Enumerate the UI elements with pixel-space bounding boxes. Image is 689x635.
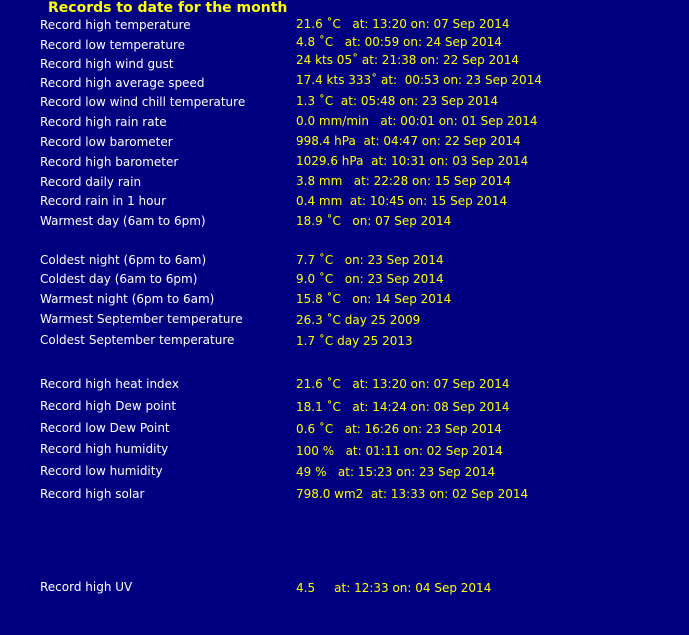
- record-value: 18.1 ˚C at: 14:24 on: 08 Sep 2014: [296, 400, 510, 414]
- record-value: 1.3 ˚C at: 05:48 on: 23 Sep 2014: [296, 94, 499, 108]
- record-label: Warmest night (6pm to 6am): [40, 292, 215, 306]
- record-value: 998.4 hPa at: 04:47 on: 22 Sep 2014: [296, 134, 521, 148]
- record-label: Record high barometer: [40, 155, 179, 169]
- record-value: 4.8 ˚C at: 00:59 on: 24 Sep 2014: [296, 35, 502, 49]
- record-value: 17.4 kts 333˚ at: 00:53 on: 23 Sep 2014: [296, 73, 542, 87]
- page-title: Records to date for the month: [48, 0, 288, 16]
- record-value: 18.9 ˚C on: 07 Sep 2014: [296, 214, 452, 228]
- record-label: Warmest day (6am to 6pm): [40, 214, 206, 228]
- record-value: 3.8 mm at: 22:28 on: 15 Sep 2014: [296, 174, 511, 188]
- record-label: Record high heat index: [40, 377, 179, 391]
- record-value: 15.8 ˚C on: 14 Sep 2014: [296, 292, 452, 306]
- record-label: Record high humidity: [40, 442, 169, 456]
- record-label: Record low Dew Point: [40, 421, 170, 435]
- record-label: Record daily rain: [40, 175, 142, 189]
- record-label: Record low humidity: [40, 464, 163, 478]
- record-value: 1.7 ˚C day 25 2013: [296, 334, 413, 348]
- record-label: Record high average speed: [40, 76, 205, 90]
- record-label: Record low barometer: [40, 135, 173, 149]
- record-value: 0.0 mm/min at: 00:01 on: 01 Sep 2014: [296, 114, 538, 128]
- record-label: Record rain in 1 hour: [40, 194, 167, 208]
- record-label: Record high wind gust: [40, 57, 174, 71]
- record-value: 26.3 ˚C day 25 2009: [296, 313, 421, 327]
- record-value: 9.0 ˚C on: 23 Sep 2014: [296, 272, 444, 286]
- record-value: 4.5 at: 12:33 on: 04 Sep 2014: [296, 581, 492, 595]
- record-value: 1029.6 hPa at: 10:31 on: 03 Sep 2014: [296, 154, 529, 168]
- record-value: 100 % at: 01:11 on: 02 Sep 2014: [296, 444, 503, 458]
- record-label: Warmest September temperature: [40, 312, 243, 326]
- record-label: Record low temperature: [40, 38, 186, 52]
- record-label: Record high UV: [40, 580, 133, 594]
- record-value: 21.6 ˚C at: 13:20 on: 07 Sep 2014: [296, 377, 510, 391]
- record-value: 21.6 ˚C at: 13:20 on: 07 Sep 2014: [296, 17, 510, 31]
- record-label: Record low wind chill temperature: [40, 95, 246, 109]
- record-label: Coldest September temperature: [40, 333, 235, 347]
- record-value: 49 % at: 15:23 on: 23 Sep 2014: [296, 465, 496, 479]
- record-label: Record high temperature: [40, 18, 191, 32]
- record-label: Record high Dew point: [40, 399, 177, 413]
- record-value: 0.4 mm at: 10:45 on: 15 Sep 2014: [296, 194, 508, 208]
- record-value: 24 kts 05˚ at: 21:38 on: 22 Sep 2014: [296, 53, 520, 67]
- record-label: Coldest night (6pm to 6am): [40, 253, 207, 267]
- record-value: 0.6 ˚C at: 16:26 on: 23 Sep 2014: [296, 422, 502, 436]
- record-value: 7.7 ˚C on: 23 Sep 2014: [296, 253, 444, 267]
- record-label: Record high rain rate: [40, 115, 167, 129]
- record-label: Coldest day (6am to 6pm): [40, 272, 198, 286]
- record-label: Record high solar: [40, 487, 145, 501]
- record-value: 798.0 wm2 at: 13:33 on: 02 Sep 2014: [296, 487, 529, 501]
